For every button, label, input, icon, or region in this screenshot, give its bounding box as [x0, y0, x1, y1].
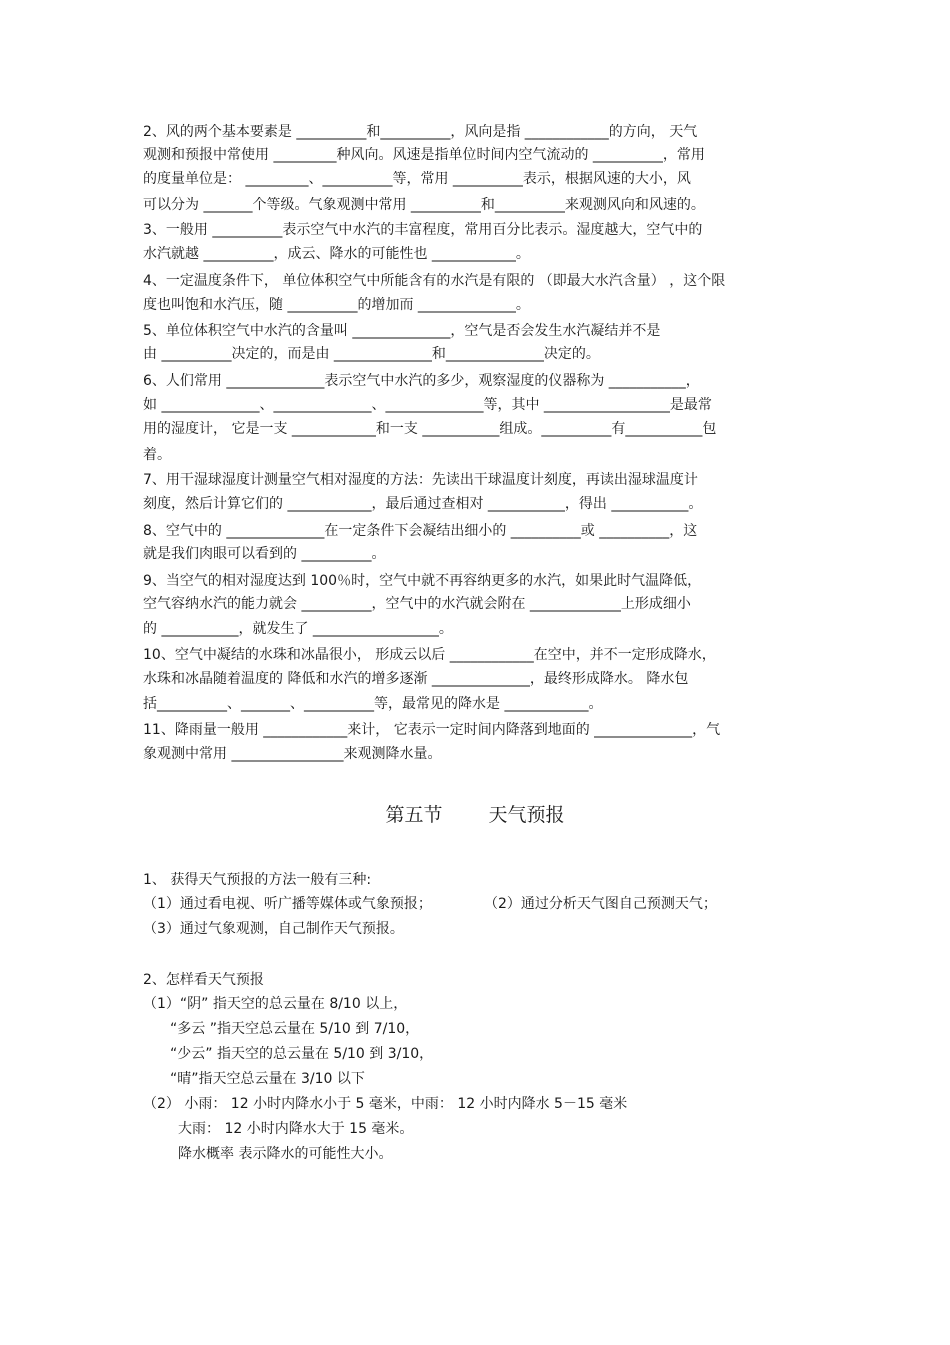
q6-line-3: 用的湿度计， 它是一支 ____________和一支 ___________组成。__________有___________包 — [143, 421, 717, 437]
q3-line-2: 水汽就越 __________，成云、降水的可能性也 ____________。 — [143, 246, 530, 262]
forecast-p2-line-2: “多云 ”指天空总云量在 5/10 到 7/10， — [170, 1021, 420, 1037]
forecast-p1-line-1a: （1）通过看电视、听广播等媒体或气象预报； — [143, 896, 432, 912]
forecast-p2-line-4: “晴”指天空总云量在 3/10 以下 — [170, 1071, 365, 1087]
q6-line-2: 如 ______________、______________、______________等，其中 __________________是最常 — [143, 397, 712, 413]
q3-line-1: 3、一般用 __________表示空气中水汽的丰富程度，常用百分比表示。湿度越大，空气中的 — [143, 222, 703, 238]
section-chapter: 第五节 — [385, 804, 443, 826]
forecast-p2-line-1: （1）“阴” 指天空的总云量在 8/10 以上， — [143, 996, 408, 1012]
q9-line-3: 的 ___________，就发生了 __________________。 — [143, 621, 453, 637]
q8-line-2: 就是我们肉眼可以看到的 __________。 — [143, 546, 386, 562]
forecast-p2-line-6: 大雨： 12 小时内降水大于 15 毫米。 — [178, 1121, 414, 1137]
q2-line-3: 的度量单位是： _________、__________等，常用 __________表示，根据风速的大小，风 — [143, 171, 691, 187]
q11-line-2: 象观测中常用 ________________来观测降水量。 — [143, 746, 442, 762]
forecast-p2-line-3: “少云” 指天空的总云量在 5/10 到 3/10， — [170, 1046, 434, 1062]
section-title — [0, 803, 950, 827]
forecast-p2-line-7: 降水概率 表示降水的可能性大小。 — [178, 1146, 393, 1162]
section-name: 天气预报 — [488, 804, 565, 826]
q5-line-1: 5、单位体积空气中水汽的含量叫 ______________，空气是否会发生水汽凝结并不是 — [143, 323, 661, 339]
q2-line-2: 观测和预报中常使用 _________种风向。风速是指单位时间内空气流动的 __________，常用 — [143, 147, 705, 163]
q7-line-1: 7、用干湿球湿度计测量空气相对湿度的方法：先读出干球温度计刻度，再读出湿球温度计 — [143, 472, 698, 488]
forecast-p2-line-5: （2） 小雨： 12 小时内降水小于 5 毫米，中雨： 12 小时内降水 5－15 毫米 — [143, 1096, 628, 1112]
q10-line-1: 10、空气中凝结的水珠和冰晶很小， 形成云以后 ____________在空中，并不一定形成降水， — [143, 647, 716, 663]
q9-line-2: 空气容纳水汽的能力就会 __________，空气中的水汽就会附在 _____________上形成细小 — [143, 596, 691, 612]
q9-line-1: 9、当空气的相对湿度达到 100％时，空气中就不再容纳更多的水汽，如果此时气温降低， — [143, 573, 702, 589]
forecast-p1-line-1b: （2）通过分析天气图自己预测天气； — [484, 896, 717, 912]
q4-line-2: 度也叫饱和水汽压，随 __________的增加而 ______________。 — [143, 297, 530, 313]
q7-line-2: 刻度，然后计算它们的 ____________，最后通过查相对 ___________，得出 ___________。 — [143, 496, 703, 512]
q10-line-3: 括__________、_______、__________等，最常见的降水是 ____________。 — [143, 696, 603, 712]
q6-line-4: 着。 — [143, 447, 171, 463]
forecast-p2-heading: 2、怎样看天气预报 — [143, 972, 264, 988]
q11-line-1: 11、降雨量一般用 ____________来计， 它表示一定时间内降落到地面的 ______________，气 — [143, 722, 721, 738]
q5-line-2: 由 __________决定的，而是由 ______________和______________决定的。 — [143, 346, 600, 362]
forecast-p1-heading: 1、 获得天气预报的方法一般有三种: — [143, 872, 372, 888]
q4-line-1: 4、一定温度条件下， 单位体积空气中所能含有的水汽是有限的 （即最大水汽含量） ，这个限 — [143, 273, 726, 289]
q10-line-2: 水珠和冰晶随着温度的 降低和水汽的增多逐渐 ______________，最终形成降水。 降水包 — [143, 671, 689, 687]
forecast-p1-line-2: （3）通过气象观测，自己制作天气预报。 — [143, 921, 404, 937]
forecast-p1-line-1b-wrap — [484, 895, 784, 913]
q8-line-1: 8、空气中的 ______________在一定条件下会凝结出细小的 __________或 __________，这 — [143, 523, 698, 539]
q2-line-4: 可以分为 _______个等级。气象观测中常用 __________和__________来观测风向和风速的。 — [143, 197, 705, 213]
q6-line-1: 6、人们常用 ______________表示空气中水汽的多少，观察湿度的仪器称为 ___________， — [143, 373, 700, 389]
q2-line-1: 2、风的两个基本要素是 __________和__________，风向是指 ____________的方向， 天气 — [143, 124, 698, 140]
